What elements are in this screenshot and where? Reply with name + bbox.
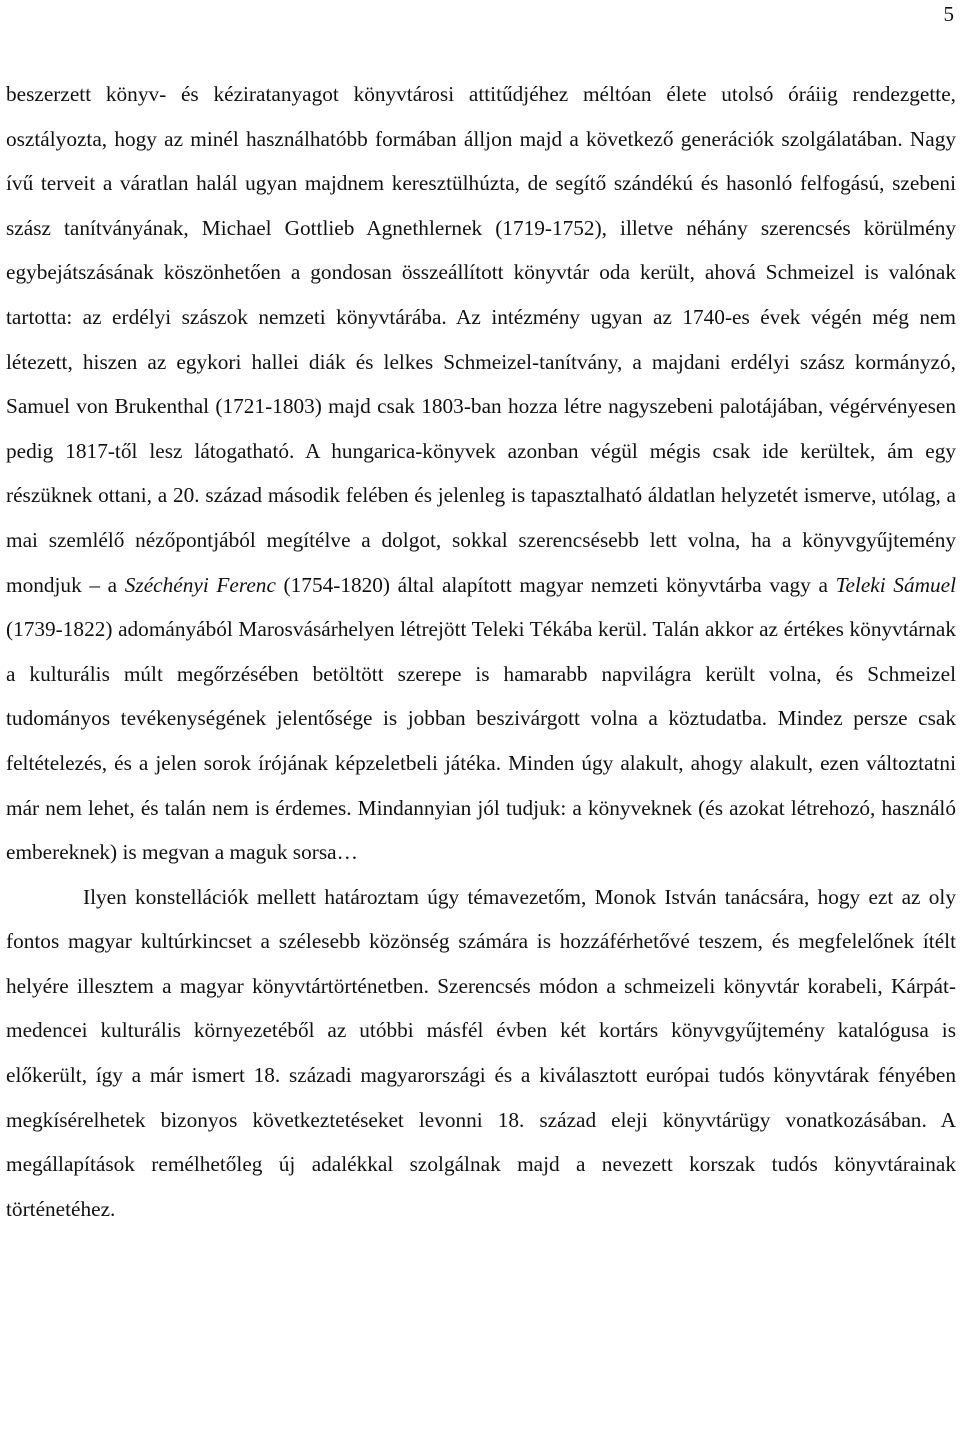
paragraph-1 [6,72,956,875]
paragraph-1-text-part-3: (1739-1822) adományából Marosvásárhelyen létrejött Teleki Tékába kerül. Talán akkor az értékes könyvtárnak a kulturális múlt megőrzésében betöltött szerepe is hamarabb napvilágra került volna, és Schmeizel tudományos tevékenységének jelentősége is jobban beszivárgott volna a köztudatba. Mindez persze csak feltételezés, és a jelen sorok írójának képzeletbeli játéka. Minden úgy alakult, ahogy alakult, ezen változtatni már nem lehet, és talán nem is érdemes. Mindannyian jól tudjuk: a könyveknek (és azokat létrehozó, használó embereknek) is megvan a maguk sorsa… [6,617,956,865]
paragraph-1-text-part-1: beszerzett könyv- és kéziratanyagot könyvtárosi attitűdjéhez méltóan élete utolsó óráiig rendezgette, osztályozta, hogy az minél használhatóbb formában álljon majd a következő generációk szolgálatában. Nagy ívű terveit a váratlan halál ugyan majdnem keresztülhúzta, de segítő szándékú és hasonló felfogású, szebeni szász tanítványának, Michael Gottlieb Agnethlernek (1719-1752), illetve néhány szerencsés körülmény egybejátszásának köszönhetően a gondosan összeállított könyvtár oda került, ahová Schmeizel is valónak tartotta: az erdélyi szászok nemzeti könyvtárába. Az intézmény ugyan az 1740-es évek végén még nem létezett, hiszen az egykori hallei diák és lelkes Schmeizel-tanítvány, a majdani erdélyi szász kormányzó, Samuel von Brukenthal (1721-1803) majd csak 1803-ban hozza létre nagyszebeni palotájában, végérvényesen pedig 1817-től lesz látogatható. A hungarica-könyvek azonban végül mégis csak ide kerültek, ám egy részüknek ottani, a 20. század második felében és jelenleg is tapasztalható áldatlan helyzetét ismerve, utólag, a mai szemlélő nézőpontjából megítélve a dolgot, sokkal szerencsésebb lett volna, ha a könyvgyűjtemény mondjuk – a [6,82,956,597]
paragraph-2: Ilyen konstellációk mellett határoztam úgy témavezetőm, Monok István tanácsára, hogy ezt az oly fontos magyar kultúrkincset a szélesebb közönség számára is hozzáférhetővé teszem, és megfelelőnek ítélt helyére illesztem a magyar könyvtártörténetben. Szerencsés módon a schmeizeli könyvtár korabeli, Kárpát-medencei kulturális környezetéből az utóbbi másfél évben két kortárs könyvgyűjtemény katalógusa is előkerült, így a már ismert 18. századi magyarországi és a kiválasztott európai tudós könyvtárak fényében megkísérelhetek bizonyos következtetéseket levonni 18. század eleji könyvtárügy vonatkozásában. A megállapítások remélhetőleg új adalékkal szolgálnak majd a nevezett korszak tudós könyvtárainak történetéhez. [6,884,956,1221]
paragraph-1-text-part-2: (1754-1820) által alapított magyar nemzeti könyvtárba vagy a [275,572,836,597]
italic-name-szechenyi: Széchényi Ferenc [124,572,276,597]
page-number: 5 [943,2,954,26]
body-text [6,72,956,1231]
italic-name-teleki: Teleki Sámuel [835,572,956,597]
